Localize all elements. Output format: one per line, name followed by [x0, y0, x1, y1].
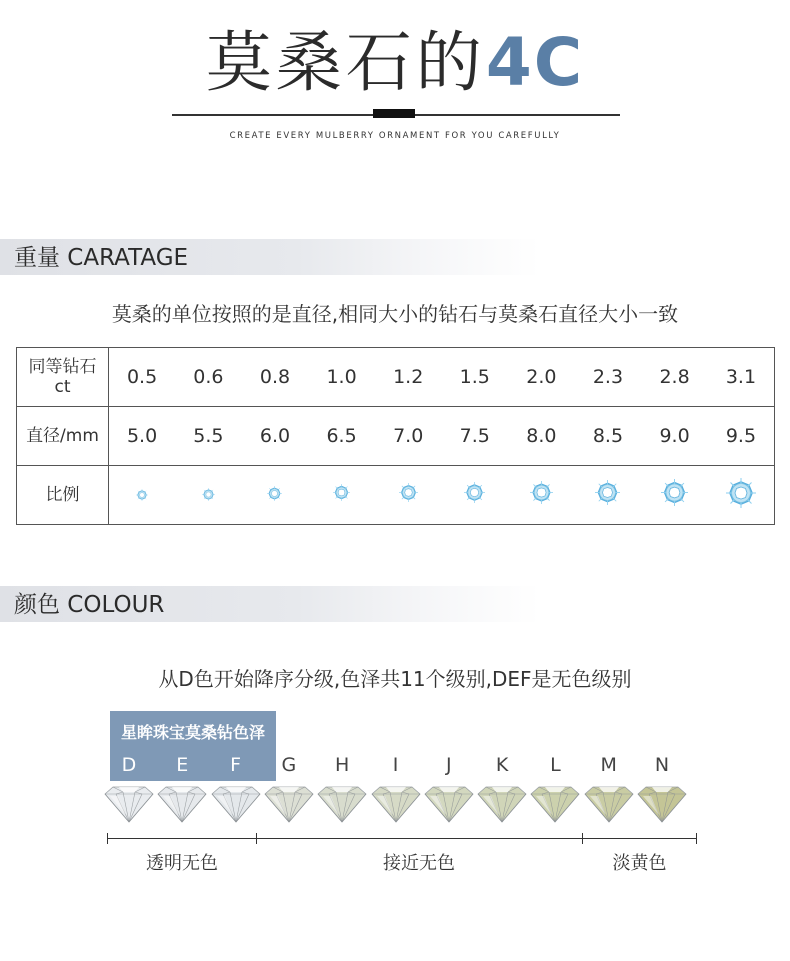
diamond-icon — [477, 785, 527, 827]
grade-label: M — [600, 754, 617, 776]
grade-label: K — [495, 754, 509, 776]
table-row-diameter — [17, 407, 775, 466]
diamond-icon — [202, 484, 215, 506]
diamond-icon — [584, 785, 634, 827]
diameter-cell: 8.0 — [508, 407, 575, 466]
range-label-faint-yellow: 淡黄色 — [612, 853, 667, 874]
ratio-row-label: 比例 — [17, 466, 109, 525]
ratio-cell — [641, 466, 708, 525]
brand-colour-label: 星眸珠宝莫桑钻色泽 — [120, 723, 265, 742]
carat-cell: 1.0 — [308, 348, 375, 407]
diamond-icon — [264, 785, 314, 827]
colour-section-header — [0, 586, 540, 622]
weight-description: 莫桑的单位按照的是直径,相同大小的钻石与莫桑石直径大小一致 — [111, 302, 679, 326]
ratio-cell — [308, 466, 375, 525]
ratio-cell — [175, 466, 242, 525]
diamond-icon — [157, 785, 207, 827]
carat-label-line2: ct — [54, 377, 71, 397]
diamond-icon — [136, 484, 148, 506]
diamond-icon — [424, 785, 474, 827]
diameter-cell: 8.5 — [575, 407, 642, 466]
diameter-cell: 5.5 — [175, 407, 242, 466]
diameter-row-label: 直径/mm — [17, 407, 109, 466]
grade-label: I — [392, 754, 399, 776]
colour-section-title: 颜色 COLOUR — [14, 592, 165, 618]
ratio-cell — [708, 466, 775, 525]
grade-label: D — [121, 754, 137, 776]
diamond-icon — [464, 482, 485, 508]
diamond-icon — [637, 785, 687, 827]
table-row-ratio — [17, 466, 775, 525]
diameter-cell: 6.5 — [308, 407, 375, 466]
title-text: 莫桑石的 — [205, 24, 486, 101]
range-tick — [696, 833, 697, 844]
range-bracket-line — [107, 838, 697, 839]
page-subtitle: CREATE EVERY MULBERRY ORNAMENT FOR YOU CAREFULLY — [229, 131, 561, 141]
ratio-cell — [109, 466, 176, 525]
grade-label: L — [550, 754, 561, 776]
range-label-near-colorless: 接近无色 — [383, 853, 455, 874]
carat-cell: 2.8 — [641, 348, 708, 407]
diameter-cell: 9.0 — [641, 407, 708, 466]
carat-cell: 0.6 — [175, 348, 242, 407]
grade-label: E — [176, 754, 189, 776]
title-accent: 4C — [485, 24, 585, 101]
diamond-icon — [104, 785, 154, 827]
ratio-cell — [242, 466, 309, 525]
range-label-colorless: 透明无色 — [146, 853, 218, 874]
table-row-carat — [17, 348, 775, 407]
grade-label: H — [335, 754, 350, 776]
carat-cell: 3.1 — [708, 348, 775, 407]
diamond-icon — [595, 480, 620, 510]
range-tick — [582, 833, 583, 844]
ratio-cell — [508, 466, 575, 525]
weight-section-header — [0, 239, 540, 275]
ratio-cell — [575, 466, 642, 525]
carat-cell: 1.5 — [441, 348, 508, 407]
diamond-icon — [399, 483, 418, 507]
range-tick — [107, 833, 108, 844]
diamond-icon — [530, 785, 580, 827]
diameter-cell: 5.0 — [109, 407, 176, 466]
grade-label: G — [281, 754, 297, 776]
ratio-cell — [441, 466, 508, 525]
carat-cell: 0.5 — [109, 348, 176, 407]
diameter-cell: 9.5 — [708, 407, 775, 466]
diamond-icon — [661, 479, 688, 511]
size-table — [16, 347, 775, 525]
title-divider-mark — [373, 109, 415, 118]
carat-label-line1: 同等钻石 — [28, 357, 97, 377]
carat-cell: 0.8 — [242, 348, 309, 407]
diamond-icon — [726, 478, 756, 513]
grade-label: J — [445, 754, 452, 776]
carat-cell: 2.3 — [575, 348, 642, 407]
carat-row-label — [17, 348, 109, 407]
grade-label: N — [654, 754, 670, 776]
diamond-icon — [211, 785, 261, 827]
page-title — [0, 18, 790, 108]
diamond-icon — [267, 484, 282, 506]
diamond-icon — [317, 785, 367, 827]
grade-label: F — [230, 754, 242, 776]
diameter-cell: 7.0 — [375, 407, 442, 466]
diameter-cell: 7.5 — [441, 407, 508, 466]
ratio-cell — [375, 466, 442, 525]
carat-cell: 1.2 — [375, 348, 442, 407]
diamond-icon — [333, 484, 350, 506]
diamond-icon — [371, 785, 421, 827]
diamond-icon — [530, 481, 553, 509]
weight-section-title: 重量 CARATAGE — [14, 245, 189, 271]
diameter-cell: 6.0 — [242, 407, 309, 466]
carat-cell: 2.0 — [508, 348, 575, 407]
colour-description: 从D色开始降序分级,色泽共11个级别,DEF是无色级别 — [158, 667, 632, 691]
range-tick — [256, 833, 257, 844]
